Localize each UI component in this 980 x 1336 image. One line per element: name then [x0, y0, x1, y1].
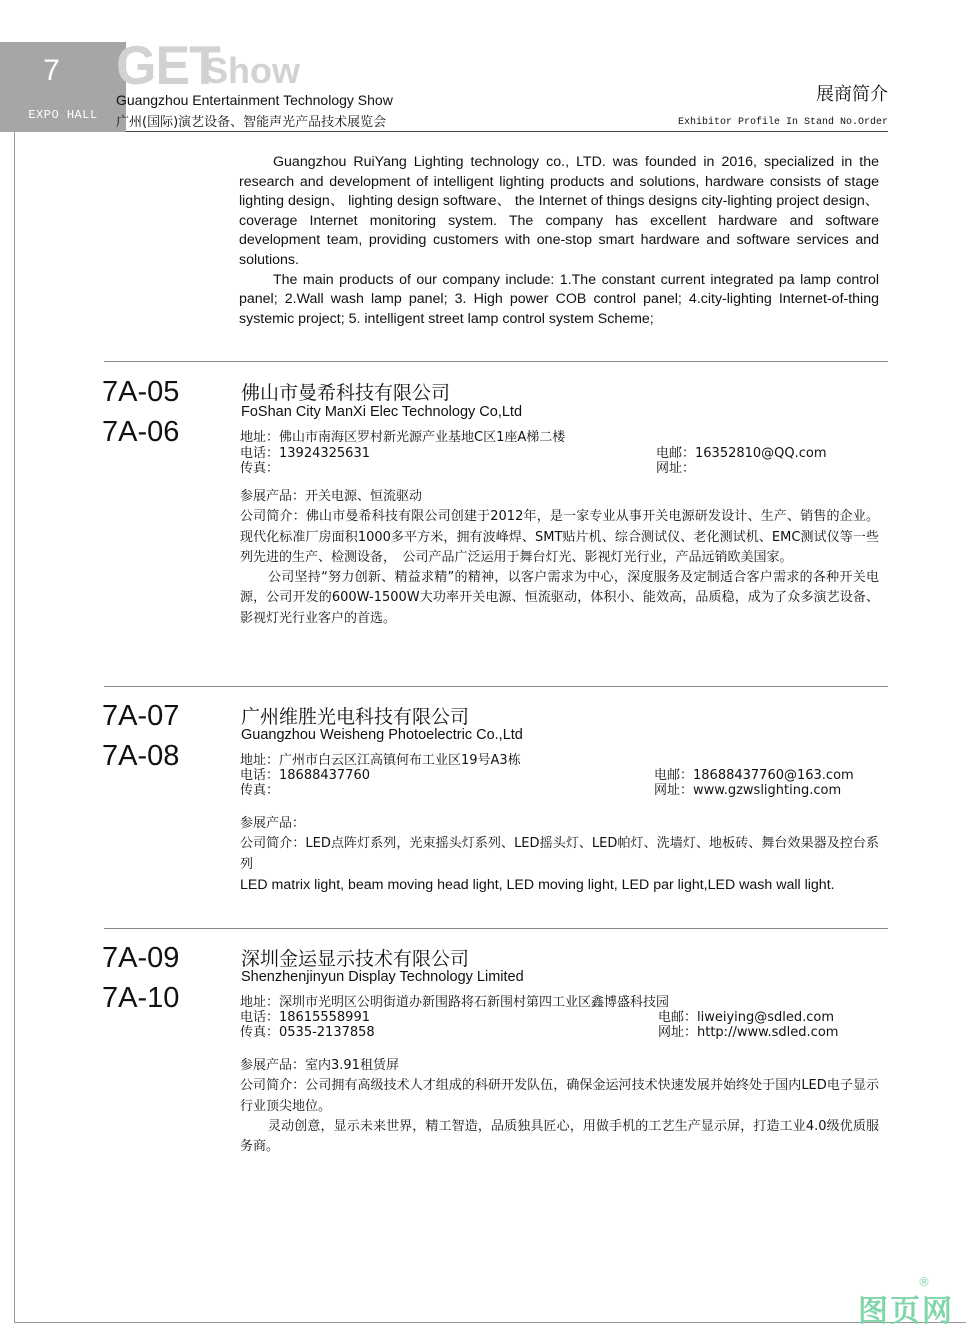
email: 电邮：16352810@QQ.com: [656, 446, 827, 461]
registered-mark: ®: [918, 1275, 930, 1289]
watermark-logo: 图页网: [858, 1294, 954, 1329]
address: 地址：广州市白云区江高镇何布工业区19号A3栋: [240, 753, 521, 768]
email: 电邮：liweiying@sdled.com: [658, 1010, 835, 1025]
website: 网址：www.gzwslighting.com: [654, 783, 842, 798]
page-frame-left: [14, 130, 15, 1322]
intro-paragraph-2: The main products of our company include: 1.The constant current integrated pa lamp control panel; 2.Wall wash lamp panel; 3. High power COB control panel; 4.city-lighting Internet-of-thing systemic project; 5. intelligent street lamp control system Scheme;: [239, 271, 879, 327]
company-name-en: Guangzhou Weisheng Photoelectric Co.,Ltd: [241, 727, 523, 743]
page-frame-bottom: [14, 1322, 966, 1323]
products: 参展产品：开关电源、恒流驱动: [240, 489, 423, 504]
intro-paragraph-1: Guangzhou RuiYang Lighting technology co., LTD. was founded in 2016, specialized in the research and development of intelligent lighting products and solutions, hardware consists of stage lighting design、 lighting design software、 the Internet of things designs city-lighting project design、 coverage Internet monitoring system. The company has excellent hardware and software development team, providing customers with one-stop smart hardware and software services and solutions.: [239, 154, 879, 268]
booth-number: 7A-05: [102, 376, 180, 408]
company-name-cn: 佛山市曼希科技有限公司: [241, 382, 451, 404]
booth-number: 7A-07: [102, 700, 180, 732]
fax: 传真：: [240, 783, 280, 798]
phone: 电话：13924325631: [240, 446, 370, 461]
description-paragraph: 公司简介：公司拥有高级技术人才组成的科研开发队伍，确保金运河技术快速发展并始终处于国内LED电子显示行业顶尖地位。: [240, 1078, 879, 1114]
description-paragraph: 公司坚持“努力创新、精益求精”的精神，以客户需求为中心，深度服务及定制适合客户需求的各种开关电源，公司开发的600W-1500W大功率开关电源、恒流驱动，体积小、能效高，品质稳，成为了众多演艺设备、影视灯光行业客户的首选。: [240, 570, 879, 626]
description-paragraph: LED matrix light, beam moving head light, LED moving light, LED par light,LED wash wall light.: [240, 876, 835, 893]
section-divider: [104, 361, 888, 362]
description-paragraph: 灵动创意，显示未来世界，精工智造，品质独具匠心，用做手机的工艺生产显示屏，打造工业4.0级优质服务商。: [240, 1118, 879, 1155]
company-description: [240, 1056, 879, 1157]
booth-number: 7A-10: [102, 982, 180, 1014]
section-title-cn: 展商简介: [816, 84, 888, 105]
booth-number: 7A-06: [102, 416, 180, 448]
section-title-en: Exhibitor Profile In Stand No.Order: [677, 117, 888, 128]
company-name-cn: 广州维胜光电科技有限公司: [241, 706, 470, 728]
address: 地址：佛山市南海区罗村新光源产业基地C区1座A梯二楼: [240, 430, 566, 445]
header-rule: [126, 131, 888, 132]
intro-text: [239, 153, 879, 329]
website: 网址：: [656, 461, 696, 476]
show-name-en: Guangzhou Entertainment Technology Show: [116, 92, 393, 108]
phone: 电话：18615558991: [240, 1010, 370, 1025]
fax: 传真：0535-2137858: [240, 1025, 375, 1040]
section-divider: [104, 928, 888, 929]
products: 参展产品：室内3.91租赁屏: [240, 1058, 399, 1073]
products: 参展产品：: [240, 816, 306, 831]
description-paragraph: 公司简介：LED点阵灯系列，光束摇头灯系列、LED摇头灯、LED帕灯、洗墙灯、地板砖、舞台效果器及控台系列: [240, 836, 879, 872]
logo-show: Show: [204, 50, 300, 91]
logo-get: GET: [116, 35, 220, 97]
hall-label: EXPO HALL: [28, 108, 98, 122]
company-name-cn: 深圳金运显示技术有限公司: [241, 948, 470, 970]
hall-number: 7: [43, 54, 60, 87]
booth-number: 7A-09: [102, 942, 180, 974]
company-name-en: Shenzhenjinyun Display Technology Limited: [241, 969, 524, 985]
fax: 传真：: [240, 461, 280, 476]
company-description: [240, 487, 879, 629]
show-name-cn: 广州(国际)演艺设备、智能声光产品技术展览会: [116, 115, 387, 130]
email: 电邮：18688437760@163.com: [654, 768, 854, 783]
company-description: [240, 814, 879, 895]
company-name-en: FoShan City ManXi Elec Technology Co,Ltd: [241, 404, 523, 420]
address: 地址：深圳市光明区公明街道办新围路将石新围村第四工业区鑫博盛科技园: [240, 995, 670, 1010]
expo-hall-badge: [0, 42, 103, 132]
phone: 电话：18688437760: [240, 768, 370, 783]
website: 网址：http://www.sdled.com: [658, 1025, 839, 1040]
section-divider: [104, 686, 888, 687]
description-paragraph: 公司简介：佛山市曼希科技有限公司创建于2012年，是一家专业从事开关电源研发设计、生产、销售的企业。现代化标准厂房面积1000多平方米，拥有波峰焊、SMT贴片机、综合测试仪、老化测试机、EMC测试仪等一些列先进的生产、检测设备， 公司产品广泛运用于舞台灯光、影视灯光行业，产品远销欧美国家。: [240, 509, 879, 565]
booth-number: 7A-08: [102, 740, 180, 772]
